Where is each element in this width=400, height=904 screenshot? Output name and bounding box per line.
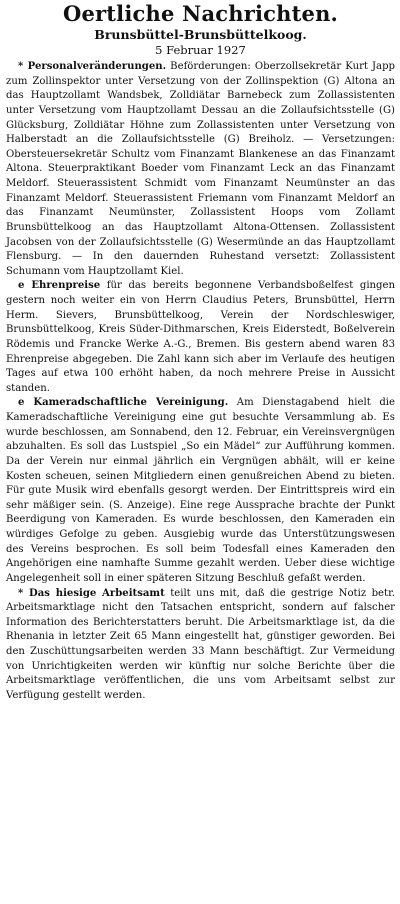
- article-kameradschaftliche-vereinigung: [6, 396, 395, 586]
- section-title: Oertliche Nachrichten.: [62, 1, 339, 26]
- article-body: für das bereits begonnene Verbandsboßelfest gingen gestern noch weiter ein von Herrn Claudius Peters, Brunsbüttel, Herrn Herm. Sievers, Brunsbüttelkoog, Verein der Nordschleswiger, Brunsbüttelkoog, Kreis Süder-Dithmarschen, Kreis Eiderstedt, Boßelverein Rödemis und Francke Werke A.-G., Bremen. Bis gestern abend waren 83 Ehrenpreise abgegeben. Die Zahl kann sich aber im Verlaufe des heutigen Tages auf etwa 100 erhöht haben, da noch mehrere Preise in Aussicht standen.: [6, 280, 395, 394]
- article-lead: * Personalveränderungen.: [18, 61, 167, 72]
- article-body: Beförderungen: Oberzollsekretär Kurt Japp zum Zollinspektor unter Versetzung von der Zollinspektion (G) Altona an das Hauptzollamt Wandsbek, Zolldiätar Barnebeck zum Zollassistenten unter Versetzung vom Hauptzollamt Dessau an die Zollaufsichtsstelle (G) Glücksburg, Zolldiätar Höhne zum Zollassistenten unter Versetzung von Halberstadt an die Zollaufsichtsstelle (G) Breiholz. — Versetzungen: Obersteuersekretär Schultz vom Finanzamt Blankenese an das Finanzamt Altona. Steuerpraktikant Boeder vom Finanzamt Leck an das Finanzamt Meldorf. Steuerassistent Schmidt vom Finanzamt Neumünster an das Finanzamt Meldorf. Steuerassistent Friemann vom Finanzamt Meldorf an das Finanzamt Neumünster, Zollassistent Hoops vom Zollamt Brunsbüttelkoog an das Hauptzollamt Altona-Ottensen. Zollassistent Jacobsen von der Zollaufsichtsstelle (G) Wesermünde an das Hauptzollamt Flensburg. — In den dauernden Ruhestand versetzt: Zollassistent Schumann vom Hauptzollamt Kiel.: [6, 61, 395, 277]
- article-body: Am Dienstagabend hielt die Kameradschaftliche Vereinigung eine gut besuchte Versammlung ab. Es wurde beschlossen, am Sonnabend, den 12. Februar, ein Vereinsvergnügen abzuhalten. Es soll das Lustspiel „So ein Mädel“ zur Aufführung kommen. Da der Verein nur einmal jährlich ein Vergnügen abhält, will er keine Kosten scheuen, seinen Mitgliedern einen genußreichen Abend zu bieten. Für gute Musik wird ebenfalls gesorgt werden. Der Eintrittspreis wird ein sehr mäßiger sein. (S. Anzeige). Eine rege Aussprache brachte der Punkt Beerdigung von Kameraden. Es wurde beschlossen, den Kameraden ein würdiges Gefolge zu geben. Ausgiebig wurde das Unterstützungswesen des Vereins besprochen. Es soll beim Todesfall eines Kameraden den Angehörigen eine namhafte Summe gezahlt werden. Ueber diese wichtige Angelegenheit soll in einer späteren Sitzung Beschluß gefaßt werden.: [6, 397, 395, 584]
- article-lead: e Ehrenpreise: [18, 280, 101, 292]
- article-ehrenpreise: [6, 279, 395, 396]
- article-lead: e Kameradschaftliche Vereinigung.: [18, 397, 229, 409]
- article-arbeitsamt: [6, 587, 395, 704]
- article-lead: * Das hiesige Arbeitsamt: [18, 587, 165, 599]
- article-body: teilt uns mit, daß die gestrige Notiz betr. Arbeitsmarktlage nicht den Tatsachen entspricht, sondern auf falscher Information des Berichterstatters beruht. Die Arbeitsmarktlage ist, da die Rhenania in letzter Zeit 65 Mann eingestellt hat, günstiger geworden. Bei den Zuschüttungsarbeiten werden 33 Mann beschäftigt. Zur Vermeidung von Unrichtigkeiten werden wir künftig nur solche Berichte über die Arbeitsmarktlage veröffentlichen, die uns vom Arbeitsamt selbst zur Verfügung gestellt werden.: [6, 587, 395, 701]
- section-subtitle: Brunsbüttel-Brunsbüttelkoog.: [94, 27, 307, 42]
- issue-date: 5 Februar 1927: [155, 43, 246, 57]
- article-personalveraenderungen: [6, 60, 395, 279]
